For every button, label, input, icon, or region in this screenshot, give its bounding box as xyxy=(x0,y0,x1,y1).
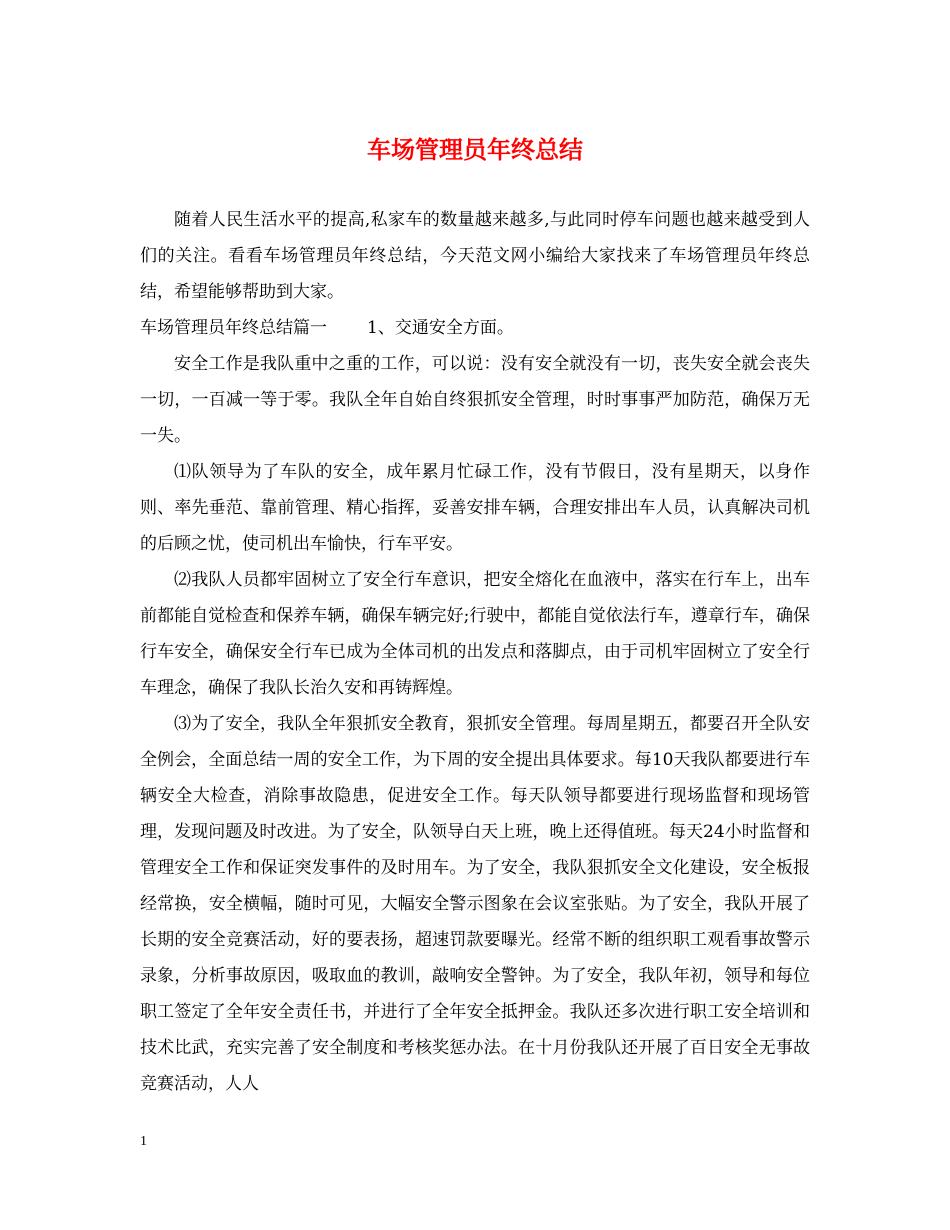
body-paragraph: ⑶为了安全，我队全年狠抓安全教育，狠抓安全管理。每周星期五，都要召开全队安全例会，全面总结一周的安全工作，为下周的安全提出具体要求。每10天我队都要进行车辆安全大检查，消除事故隐患，促进安全工作。每天队领导都要进行现场监督和现场管理，发现问题及时改进。为了安全，队领导白天上班，晚上还得值班。每天24小时监督和管理安全工作和保证突发事件的及时用车。为了安全，我队狠抓安全文化建设，安全板报经常换，安全横幅，随时可见，大幅安全警示图象在会议室张贴。为了安全，我队开展了长期的安全竞赛活动，好的要表扬，超速罚款要曝光。经常不断的组织职工观看事故警示录象，分析事故原因，吸取血的教训，敲响安全警钟。为了安全，我队年初，领导和每位职工签定了全年安全责任书，并进行了全年安全抵押金。我队还多次进行职工安全培训和技术比武，充实完善了安全制度和考核奖惩办法。在十月份我队还开展了百日安全无事故竞赛活动，人人 xyxy=(140,714,810,1094)
section-heading xyxy=(140,310,810,346)
document-title: 车场管理员年终总结 xyxy=(367,135,583,164)
section-heading-subtitle: 1、交通安全方面。 xyxy=(367,318,514,338)
body-paragraph: ⑴队领导为了车队的安全，成年累月忙碌工作，没有节假日，没有星期天，以身作则、率先垂范、靠前管理、精心指挥，妥善安排车辆，合理安排出车人员，认真解决司机的后顾之忧，使司机出车愉快，行车平安。 xyxy=(140,462,810,554)
intro-paragraph: 随着人民生活水平的提高,私家车的数量越来越多,与此同时停车问题也越来越受到人们的关注。看看车场管理员年终总结，今天范文网小编给大家找来了车场管理员年终总结，希望能够帮助到大家。 xyxy=(140,210,810,302)
body-paragraph: 安全工作是我队重中之重的工作，可以说：没有安全就没有一切，丧失安全就会丧失一切，一百减一等于零。我队全年自始自终狠抓安全管理，时时事事严加防范，确保万无一失。 xyxy=(140,354,810,446)
section-heading-title: 车场管理员年终总结篇一 xyxy=(140,318,327,338)
body-paragraph: ⑵我队人员都牢固树立了安全行车意识，把安全熔化在血液中，落实在行车上，出车前都能自觉检查和保养车辆，确保车辆完好;行驶中，都能自觉依法行车，遵章行车，确保行车安全，确保安全行车已成为全体司机的出发点和落脚点，由于司机牢固树立了安全行车理念，确保了我队长治久安和再铸辉煌。 xyxy=(140,570,810,698)
document-body xyxy=(140,202,810,1102)
page-number: 1 xyxy=(140,1134,147,1149)
